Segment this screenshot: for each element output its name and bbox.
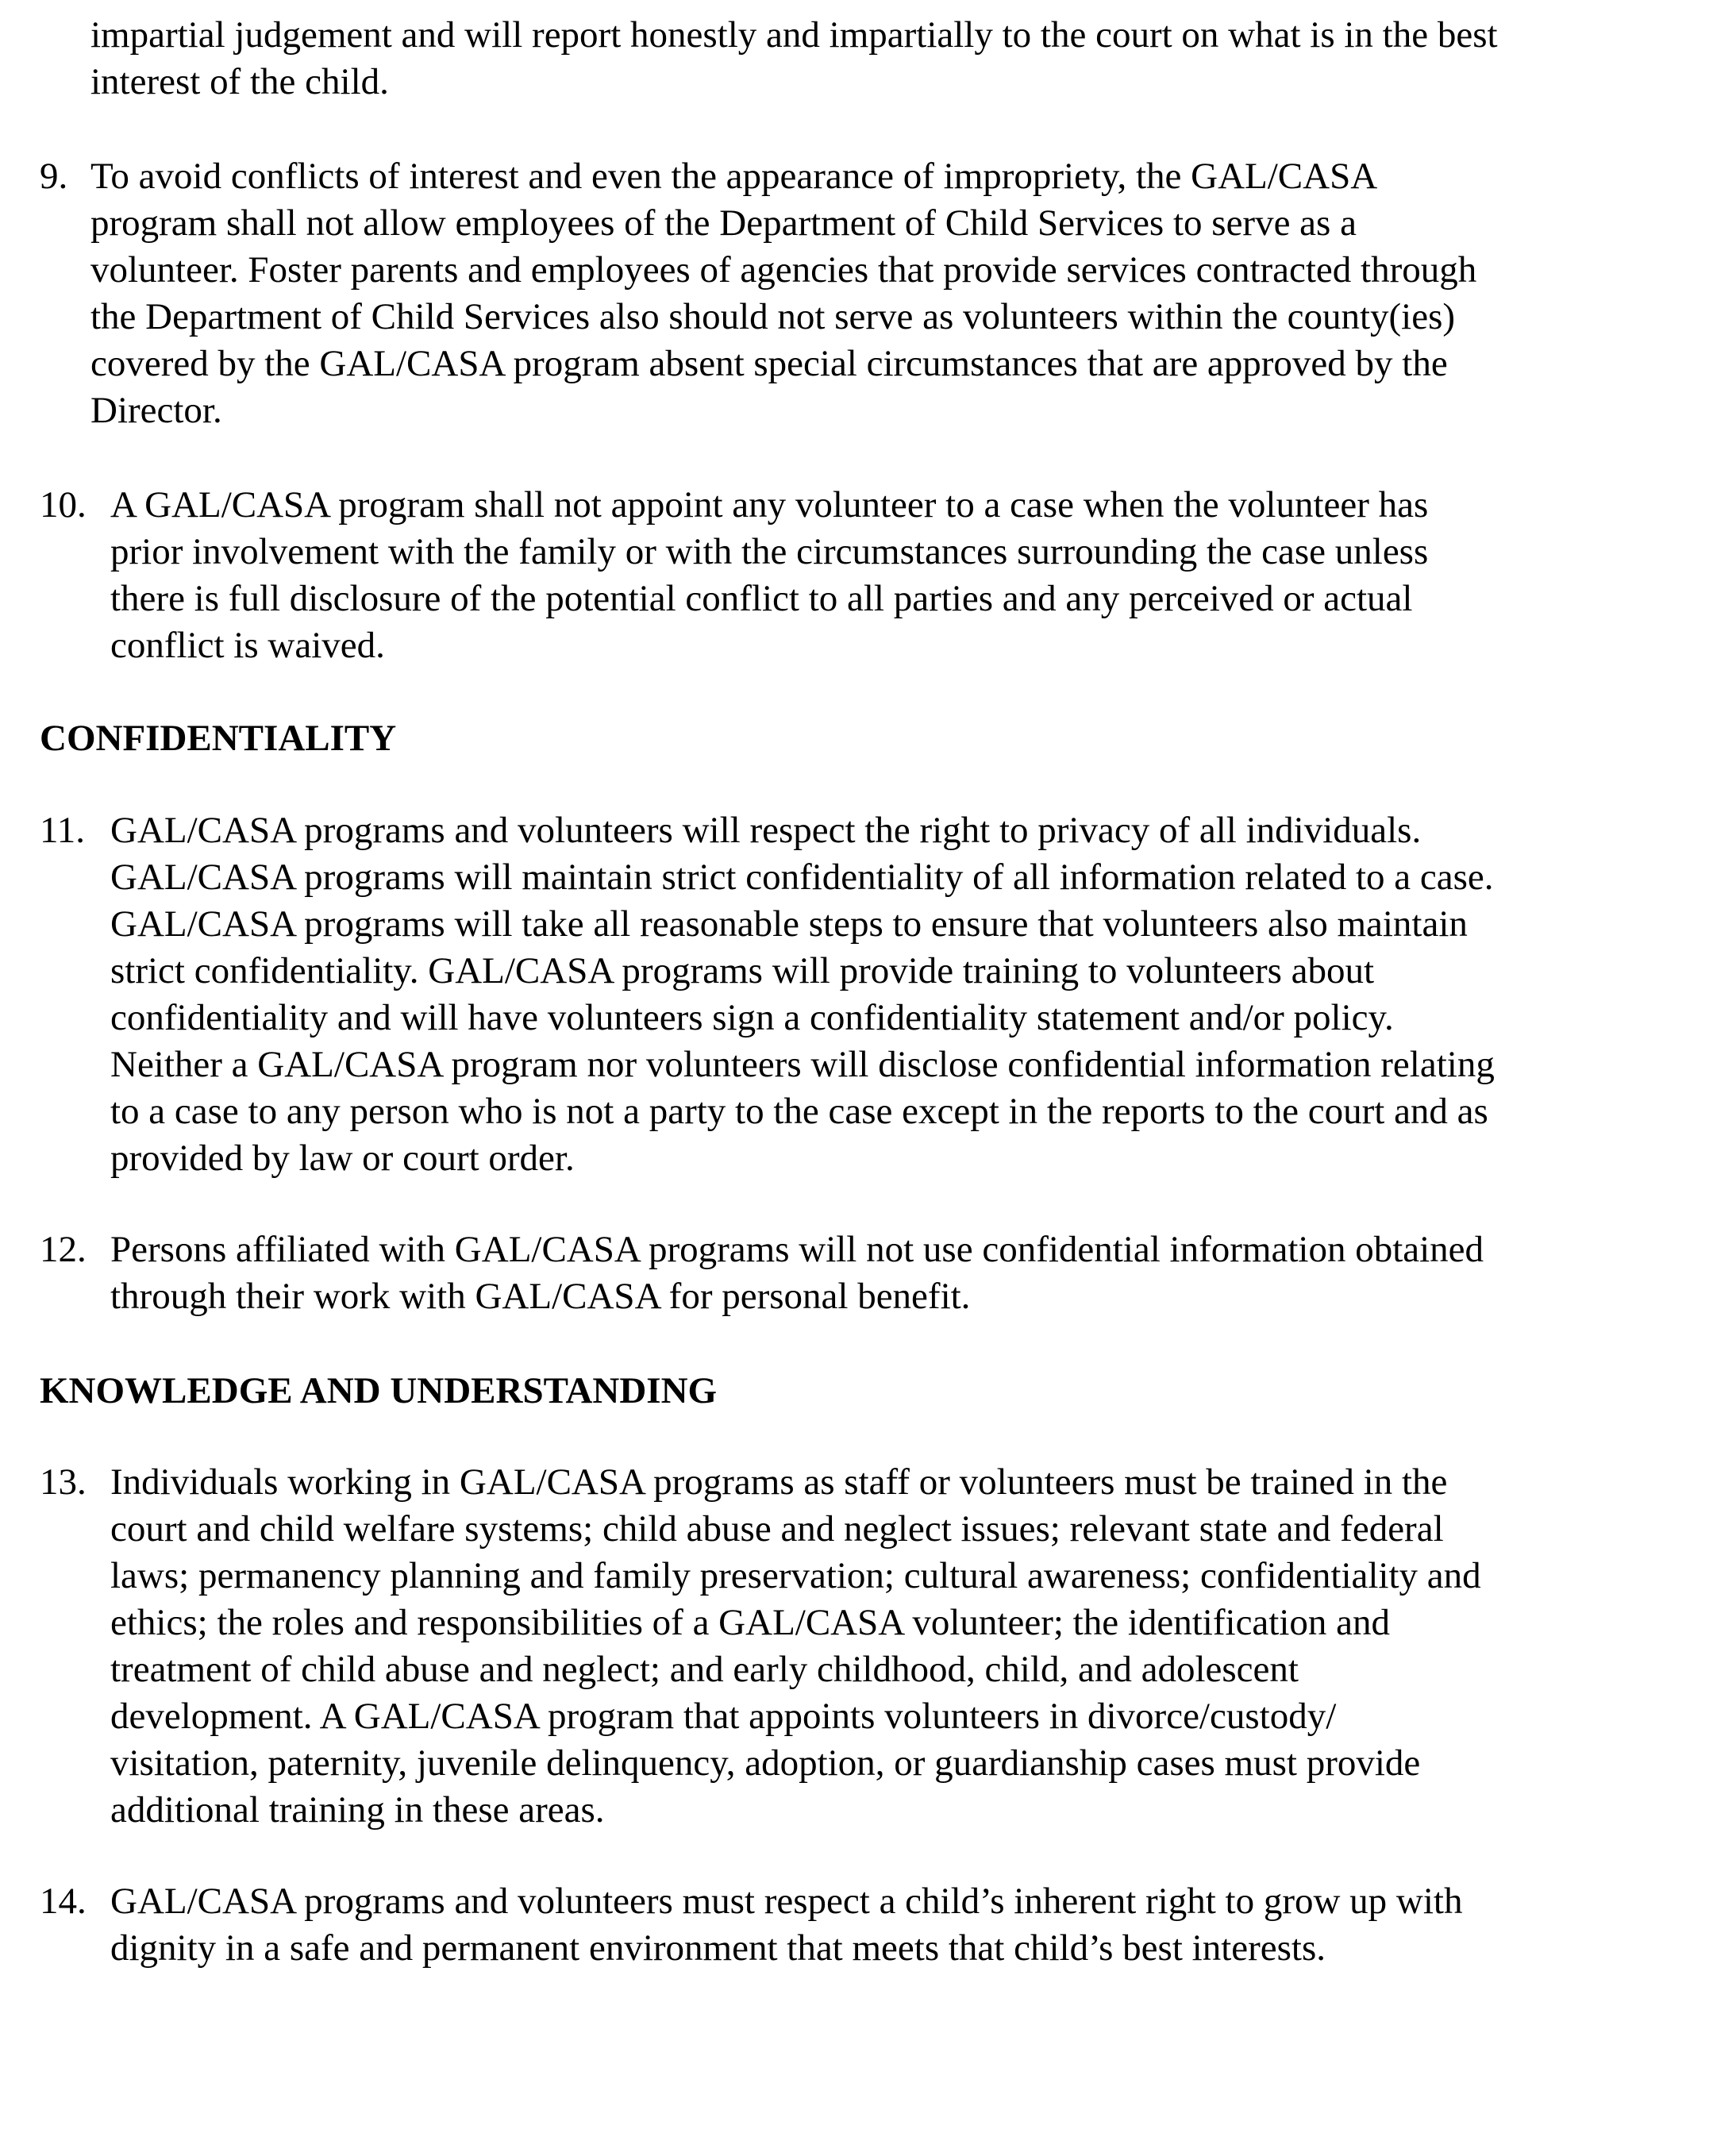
text-line: GAL/CASA programs will maintain strict confidentiality of all information related to a case. [110,857,1494,898]
text-line: dignity in a safe and permanent environment that meets that child’s best interests. [110,1927,1326,1969]
text-line: ethics; the roles and responsibilities of a GAL/CASA volunteer; the identification and [110,1602,1391,1643]
text-line: Director. [90,390,222,431]
text-line: GAL/CASA programs and volunteers must respect a child’s inherent right to grow up with [110,1881,1463,1922]
item-number: 13. [40,1461,87,1503]
text-line: visitation, paternity, juvenile delinquency, adoption, or guardianship cases must provide [110,1742,1421,1784]
item-text [90,153,1476,434]
text-line: To avoid conflicts of interest and even the appearance of impropriety, the GAL/CASA [90,156,1378,197]
text-line: confidentiality and will have volunteers sign a confidentiality statement and/or policy. [110,997,1394,1038]
text-line: there is full disclosure of the potential conflict to all parties and any perceived or actual [110,578,1413,619]
text-line: to a case to any person who is not a party to the case except in the reports to the court and as [110,1091,1488,1132]
item-text [110,1226,1484,1320]
text-line: court and child welfare systems; child abuse and neglect issues; relevant state and federal [110,1508,1444,1550]
item-text [90,12,1498,106]
text-line: development. A GAL/CASA program that appoints volunteers in divorce/custody/ [110,1696,1337,1737]
item-number: 9. [40,156,68,197]
text-line: Individuals working in GAL/CASA programs as staff or volunteers must be trained in the [110,1461,1448,1503]
section-heading-confidentiality: CONFIDENTIALITY [40,718,397,759]
text-line: through their work with GAL/CASA for personal benefit. [110,1276,971,1317]
text-line: Persons affiliated with GAL/CASA programs will not use confidential information obtained [110,1229,1484,1270]
text-line: volunteer. Foster parents and employees of agencies that provide services contracted through [90,249,1477,291]
text-line: conflict is waived. [110,625,385,666]
text-line: additional training in these areas. [110,1789,605,1831]
item-number: 11. [40,810,86,851]
item-text [110,1878,1462,1972]
text-line: provided by law or court order. [110,1138,575,1179]
item-number: 14. [40,1881,87,1922]
item-text [110,807,1495,1182]
text-line: Neither a GAL/CASA program nor volunteers will disclose confidential information relating [110,1044,1495,1085]
item-text [110,1459,1481,1834]
item-number: 10. [40,484,87,526]
text-line: the Department of Child Services also should not serve as volunteers within the county(ies) [90,296,1456,337]
item-text [110,482,1428,669]
section-heading-knowledge: KNOWLEDGE AND UNDERSTANDING [40,1370,718,1411]
text-line: treatment of child abuse and neglect; and early childhood, child, and adolescent [110,1649,1299,1690]
text-line: GAL/CASA programs will take all reasonable steps to ensure that volunteers also maintain [110,903,1468,945]
text-line: impartial judgement and will report honestly and impartially to the court on what is in the best [90,14,1498,56]
text-line: prior involvement with the family or with the circumstances surrounding the case unless [110,531,1429,572]
text-line: interest of the child. [90,61,389,102]
text-line: laws; permanency planning and family preservation; cultural awareness; confidentiality and [110,1555,1481,1596]
text-line: A GAL/CASA program shall not appoint any volunteer to a case when the volunteer has [110,484,1429,526]
text-line: program shall not allow employees of the Department of Child Services to serve as a [90,202,1357,244]
text-line: GAL/CASA programs and volunteers will respect the right to privacy of all individuals. [110,810,1422,851]
text-line: strict confidentiality. GAL/CASA programs will provide training to volunteers about [110,950,1375,991]
text-line: covered by the GAL/CASA program absent special circumstances that are approved by the [90,343,1448,384]
item-number: 12. [40,1229,87,1270]
